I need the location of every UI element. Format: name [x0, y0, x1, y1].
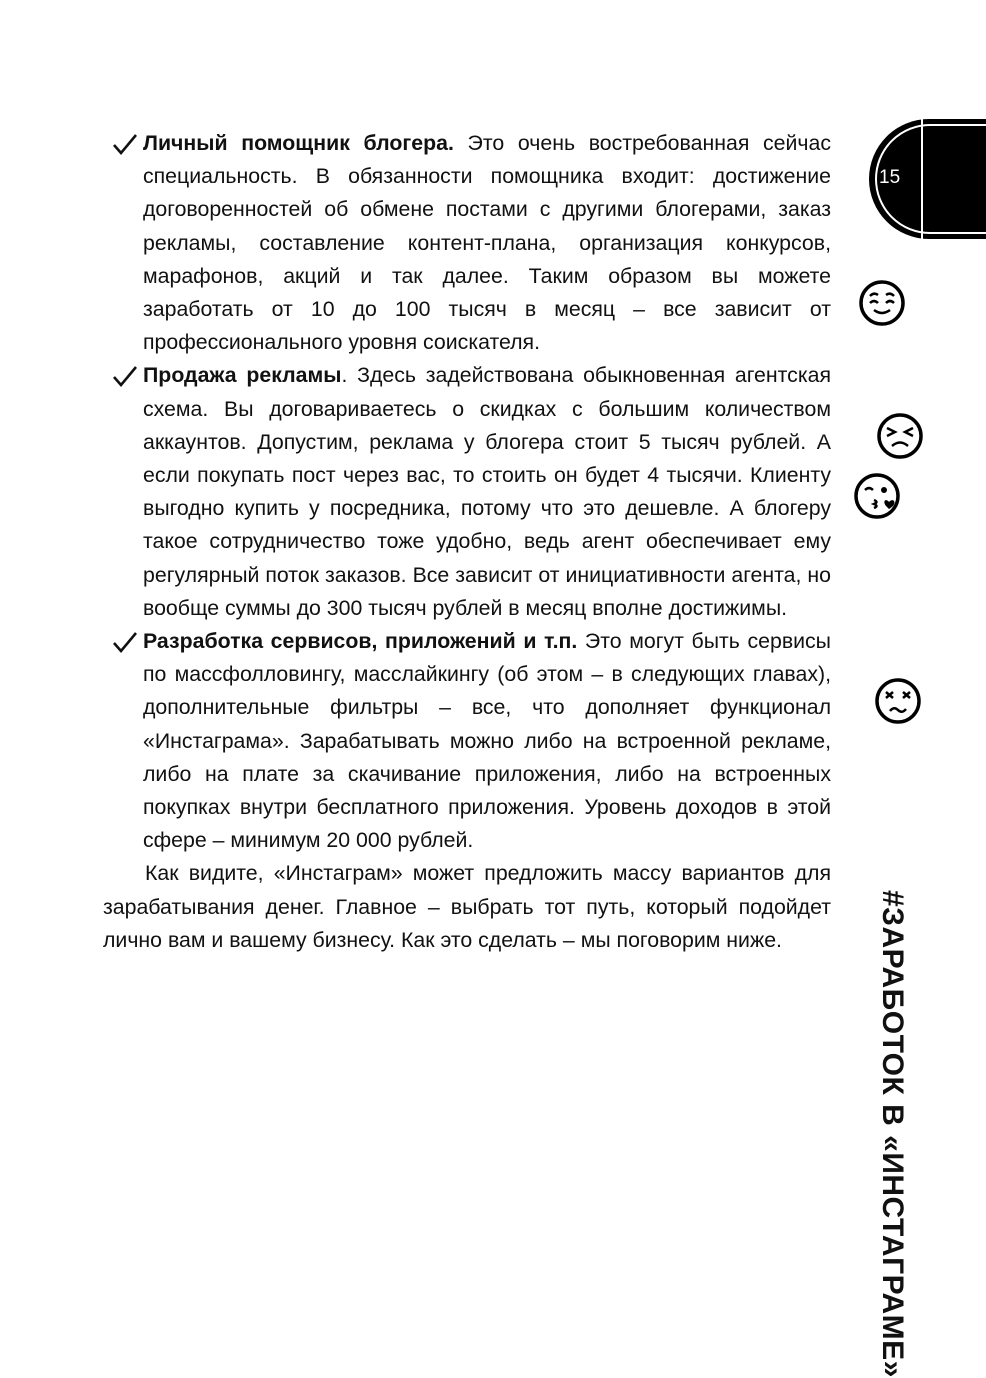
checkmark-icon — [112, 133, 138, 155]
kissing-face-icon — [853, 472, 901, 520]
list-item-body: Это очень востребованная сейчас специальность. В обязанности помощника входит: достижение договоренностей об обмене постами с другими блогерами, заказ рекламы, составление контент-плана, организация конкурсов, марафонов, акций и так далее. Таким образом вы можете заработать от 10 до 100 тысяч в месяц – все зависит от профессионального уровня соискателя. — [143, 131, 831, 355]
list-item-title: Личный помощник блогера. — [143, 131, 454, 155]
checkmark-icon — [112, 631, 138, 653]
list-item — [103, 127, 831, 359]
dizzy-face-icon — [874, 677, 922, 725]
tired-face-icon — [876, 412, 924, 460]
checkmark-icon — [112, 365, 138, 387]
page-body — [103, 127, 831, 957]
list-item-title: Продажа рекламы — [143, 363, 342, 388]
closing-paragraph: Как видите, «Инстаграм» может предложить массу вариантов для зарабатывания денег. Главное – выбрать тот путь, который подойдет лично вам и вашему бизнесу. Как это сделать – мы поговорим ниже. — [103, 861, 831, 952]
side-title: #ЗАРАБОТОК В «ИНСТАГРАМЕ» — [876, 890, 909, 1378]
list-item-text — [143, 625, 831, 857]
relieved-face-icon — [858, 279, 906, 327]
page-number: 15 — [879, 167, 901, 188]
list-item-text — [143, 127, 831, 359]
list-item-body: . Здесь задействована обыкновенная агентская схема. Вы договариваетесь о скидках с большим количеством аккаунтов. Допустим, реклама у блогера стоит 5 тысяч рублей. А если покупать пост через вас, то стоить он будет 4 тысячи. Клиенту выгодно купить у посредника, потому что это дешевле. А блогеру такое сотрудничество тоже удобно, ведь агент обеспечивает ему регулярный поток заказов. Все зависит от инициативности агента, но вообще суммы до 300 тысяч рублей в месяц вполне достижимы. — [143, 363, 831, 620]
list-item-text — [143, 359, 831, 625]
list-item-title: Разработка сервисов, приложений и т.п. — [143, 629, 578, 654]
list-item-body: Это могут быть сервисы по массфолловингу, масслайкингу (об этом – в следующих главах), дополнительные фильтры – все, что дополняет функционал «Инстаграма». Зарабатывать можно либо на встроенной рекламе, либо на плате за скачивание приложения, либо на встроенных покупках внутри бесплатного приложения. Уровень доходов в этой сфере – минимум 20 000 рублей. — [143, 629, 831, 853]
list-item — [103, 359, 831, 625]
list-item — [103, 625, 831, 857]
